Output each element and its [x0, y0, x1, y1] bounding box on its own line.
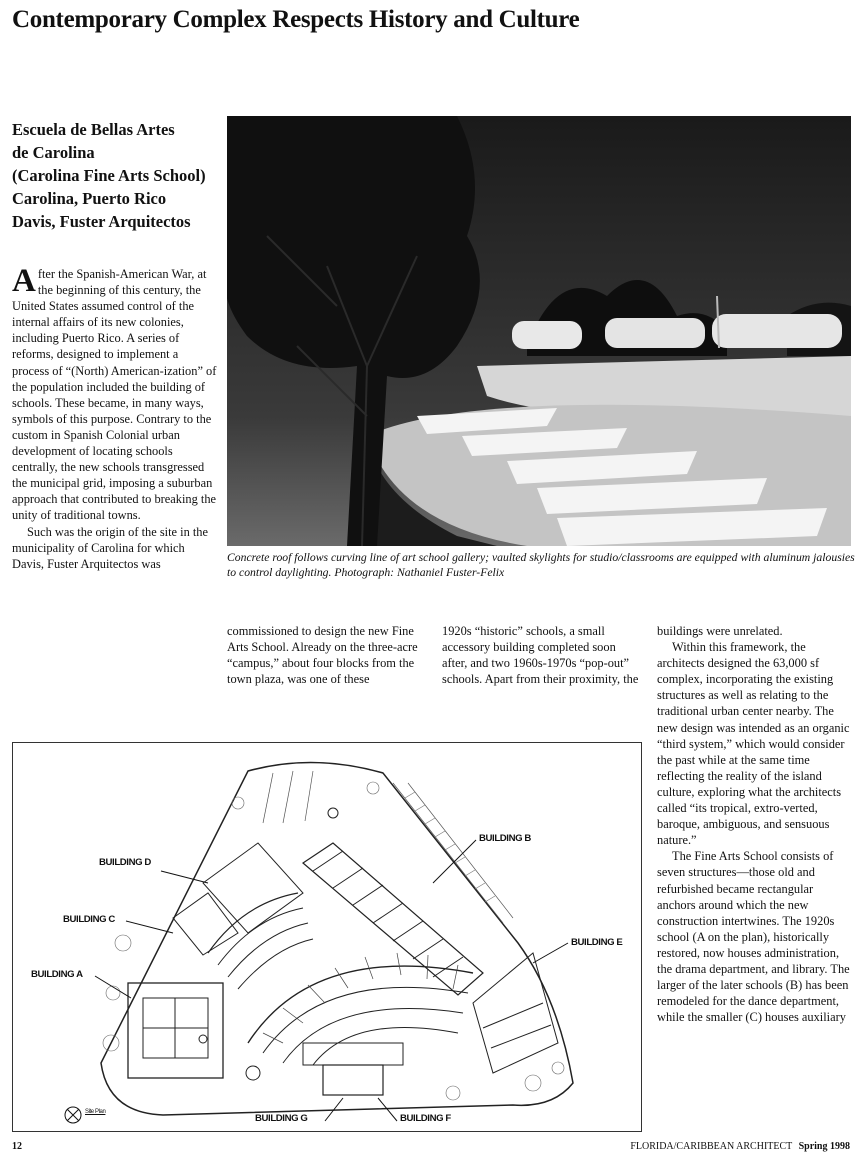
- project-line: Davis, Fuster Arquitectos: [12, 212, 191, 231]
- project-credits: [12, 118, 222, 233]
- project-line: de Carolina: [12, 143, 95, 162]
- paragraph: 1920s “historic” schools, a small accessory building completed soon after, and two 1960s-1970s “pop-out” schools. Apart from their proximity, the: [442, 624, 639, 687]
- issue-date: Spring 1998: [798, 1141, 850, 1152]
- magazine-name: FLORIDA/CARIBBEAN ARCHITECT: [630, 1141, 793, 1152]
- project-line: Carolina, Puerto Rico: [12, 189, 167, 208]
- building-a-label: BUILDING A: [31, 969, 83, 980]
- paragraph: Such was the origin of the site in the municipality of Carolina for which Davis, Fuster Arquitectos was: [12, 524, 209, 571]
- project-line: Escuela de Bellas Artes: [12, 120, 175, 139]
- project-line: (Carolina Fine Arts School): [12, 166, 206, 185]
- roof-photo-illustration: [227, 116, 851, 546]
- site-plan-drawing: [13, 743, 641, 1131]
- building-g-label: BUILDING G: [255, 1113, 308, 1124]
- building-d-label: BUILDING D: [99, 857, 151, 868]
- intro-paragraph: After the Spanish-American War, at the beginning of this century, the United States assumed control of the internal affairs of its new colonies, including Puerto Rico. A series of reforms, designed to implement a process of “(North) American-ization” of the population included the building of schools. These became, in many ways, symbols of this purpose. Contrary to the custom in Spanish Colonial urban development of locating schools centrally, the new schools transgressed the municipal grid, imposing a suburban approach that contributed to breaking the unity of traditional towns.: [12, 263, 217, 523]
- building-c-label: BUILDING C: [63, 914, 115, 925]
- building-f-label: BUILDING F: [400, 1113, 451, 1124]
- site-plan-legend: Site Plan: [85, 1109, 106, 1115]
- paragraph: buildings were unrelated.: [657, 624, 783, 638]
- building-e-label: BUILDING E: [571, 937, 623, 948]
- photo-caption: Concrete roof follows curving line of art school gallery; vaulted skylights for studio/classrooms are equipped with aluminum jalousies to control daylighting. Photograph: Nathaniel Fuster-Felix: [227, 551, 855, 579]
- paragraph: Within this framework, the architects designed the 63,000 sf complex, incorporating the existing structures as well as relating to the traditional urban center nearby. The new design was intended as an organic “third system,” which would consider the past while at the same time reflecting the reality of the island culture, exploring what the architects called “its tropical, extro-verted, baroque, ambiguous, and sensuous nature.”: [657, 640, 850, 848]
- paragraph: The Fine Arts School consists of seven structures—those old and refurbished became rectangular anchors around which the new construction intertwines. The 1920s school (A on the plan), historically restored, now houses administration, the drama department, and library. The larger of the later schools (B) has been remodeled for the dance department, while the smaller (C) houses auxiliary: [657, 849, 850, 1025]
- text-column-4: [657, 623, 854, 1025]
- running-footer: [630, 1141, 850, 1152]
- page-number: 12: [12, 1141, 22, 1152]
- text-column-1: [12, 263, 218, 572]
- text-column-3: [442, 623, 642, 687]
- paragraph: commissioned to design the new Fine Arts School. Already on the three-acre “campus,” about four blocks from the town plaza, was one of these: [227, 624, 418, 687]
- text-column-2: [227, 623, 427, 687]
- site-plan-figure: [12, 742, 642, 1132]
- building-photograph: [227, 116, 851, 546]
- article-headline: Contemporary Complex Respects History and Culture: [12, 6, 580, 33]
- drop-cap: A: [12, 263, 36, 299]
- building-b-label: BUILDING B: [479, 833, 531, 844]
